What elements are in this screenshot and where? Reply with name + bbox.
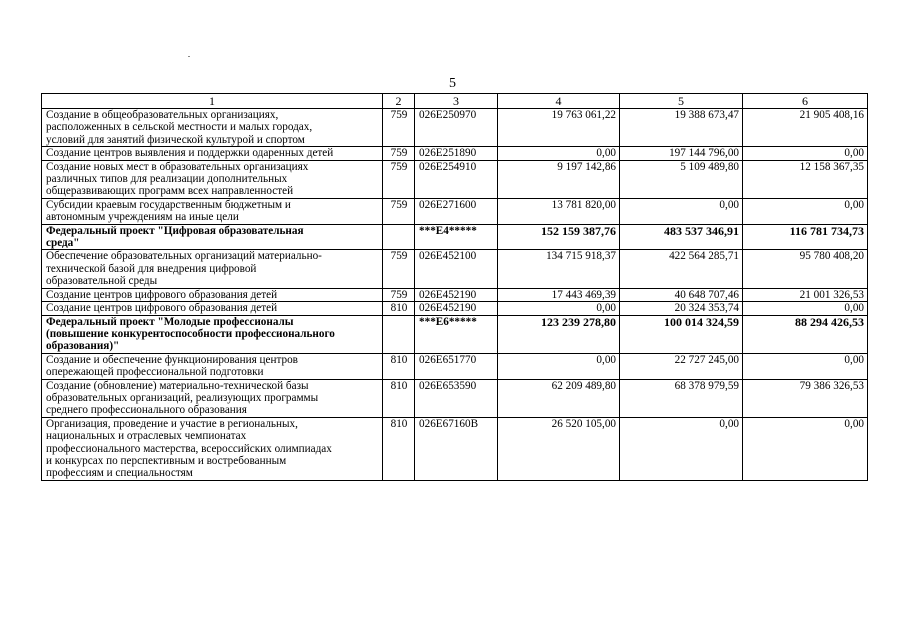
amount-col4-cell: 17 443 469,39 xyxy=(498,288,620,301)
row-name-line: Создание (обновление) материально-технической базы xyxy=(46,379,309,392)
table-row xyxy=(42,224,868,250)
amount-col5-cell: 68 378 979,59 xyxy=(620,379,743,417)
row-name-cell xyxy=(42,417,383,480)
row-name-line: Создание центров цифрового образования детей xyxy=(46,288,278,301)
amount-col4-cell: 0,00 xyxy=(498,147,620,160)
target-article-cell: 026E452100 xyxy=(415,250,498,288)
row-name-line: Федеральный проект "Молодые профессионалы xyxy=(46,315,294,328)
row-name-line: автономным учреждениям на иные цели xyxy=(46,211,239,224)
target-article-cell: 026E452190 xyxy=(415,288,498,301)
amount-col6-cell: 79 386 326,53 xyxy=(743,379,868,417)
row-name-cell xyxy=(42,379,383,417)
amount-col5-cell: 20 324 353,74 xyxy=(620,302,743,315)
ministry-code-cell: 810 xyxy=(383,379,415,417)
amount-col4-cell: 0,00 xyxy=(498,302,620,315)
row-name-line: Создание и обеспечение функционирования центров xyxy=(46,353,298,366)
target-article-cell: 026E653590 xyxy=(415,379,498,417)
target-article-cell: ***E6***** xyxy=(415,315,498,353)
amount-col5-cell: 19 388 673,47 xyxy=(620,109,743,147)
table-row xyxy=(42,302,868,315)
ministry-code-cell: 759 xyxy=(383,288,415,301)
row-name-line: Создание центров цифрового образования детей xyxy=(46,302,278,315)
amount-col5-cell: 197 144 796,00 xyxy=(620,147,743,160)
target-article-cell: 026E254910 xyxy=(415,160,498,198)
amount-col5-cell: 40 648 707,46 xyxy=(620,288,743,301)
amount-col6-cell: 0,00 xyxy=(743,198,868,224)
ministry-code-cell: 759 xyxy=(383,109,415,147)
table-row xyxy=(42,109,868,147)
row-name-line: Обеспечение образовательных организаций материально- xyxy=(46,250,322,263)
ministry-code-cell: 810 xyxy=(383,417,415,480)
amount-col4-cell: 0,00 xyxy=(498,353,620,379)
row-name-line: среда" xyxy=(46,237,80,250)
scan-speck xyxy=(188,56,190,57)
row-name-line: общеразвивающих программ всех направленностей xyxy=(46,185,294,198)
row-name-line: различных типов для реализации дополнительных xyxy=(46,173,288,186)
row-name-line: профессиям и специальностям xyxy=(46,467,193,480)
page-number: 5 xyxy=(449,76,456,91)
amount-col5-cell: 483 537 346,91 xyxy=(620,224,743,250)
amount-col4-cell: 19 763 061,22 xyxy=(498,109,620,147)
column-header: 2 xyxy=(383,94,415,109)
amount-col6-cell: 116 781 734,73 xyxy=(743,224,868,250)
row-name-line: среднего профессионального образования xyxy=(46,404,247,417)
amount-col6-cell: 95 780 408,20 xyxy=(743,250,868,288)
ministry-code-cell: 759 xyxy=(383,160,415,198)
ministry-code-cell: 759 xyxy=(383,250,415,288)
column-header: 3 xyxy=(415,94,498,109)
row-name-line: профессионального мастерства, всероссийских олимпиадах xyxy=(46,442,332,455)
amount-col6-cell: 21 001 326,53 xyxy=(743,288,868,301)
row-name-cell xyxy=(42,250,383,288)
ministry-code-cell: 759 xyxy=(383,198,415,224)
ministry-code-cell: 810 xyxy=(383,353,415,379)
table-row xyxy=(42,198,868,224)
table-row xyxy=(42,147,868,160)
ministry-code-cell: 810 xyxy=(383,302,415,315)
amount-col6-cell: 88 294 426,53 xyxy=(743,315,868,353)
column-header: 1 xyxy=(42,94,383,109)
row-name-line: Субсидии краевым государственным бюджетным и xyxy=(46,198,291,211)
amount-col6-cell: 0,00 xyxy=(743,417,868,480)
row-name-line: Создание центров выявления и поддержки одаренных детей xyxy=(46,147,334,160)
amount-col6-cell: 0,00 xyxy=(743,353,868,379)
row-name-cell xyxy=(42,198,383,224)
amount-col4-cell: 152 159 387,76 xyxy=(498,224,620,250)
ministry-code-cell: 759 xyxy=(383,147,415,160)
row-name-cell xyxy=(42,224,383,250)
table-row xyxy=(42,160,868,198)
row-name-cell xyxy=(42,353,383,379)
amount-col6-cell: 12 158 367,35 xyxy=(743,160,868,198)
row-name-line: расположенных в сельской местности и малых городах, xyxy=(46,121,313,134)
table-header-row xyxy=(42,94,868,109)
row-name-line: Создание новых мест в образовательных организациях xyxy=(46,160,309,173)
row-name-line: технической базой для внедрения цифровой xyxy=(46,262,257,275)
row-name-cell xyxy=(42,109,383,147)
column-header: 4 xyxy=(498,94,620,109)
amount-col4-cell: 123 239 278,80 xyxy=(498,315,620,353)
amount-col5-cell: 5 109 489,80 xyxy=(620,160,743,198)
column-header: 5 xyxy=(620,94,743,109)
target-article-cell: 026E271600 xyxy=(415,198,498,224)
row-name-line: Создание в общеобразовательных организациях, xyxy=(46,109,279,121)
table-row xyxy=(42,417,868,480)
target-article-cell: ***E4***** xyxy=(415,224,498,250)
budget-table xyxy=(41,93,868,481)
amount-col4-cell: 62 209 489,80 xyxy=(498,379,620,417)
row-name-cell xyxy=(42,288,383,301)
row-name-cell xyxy=(42,147,383,160)
amount-col4-cell: 13 781 820,00 xyxy=(498,198,620,224)
ministry-code-cell xyxy=(383,224,415,250)
row-name-cell xyxy=(42,302,383,315)
row-name-line: национальных и отраслевых чемпионатах xyxy=(46,430,247,443)
row-name-line: опережающей профессиональной подготовки xyxy=(46,366,264,379)
amount-col5-cell: 0,00 xyxy=(620,198,743,224)
amount-col5-cell: 0,00 xyxy=(620,417,743,480)
amount-col6-cell: 0,00 xyxy=(743,302,868,315)
target-article-cell: 026E251890 xyxy=(415,147,498,160)
row-name-line: образования)" xyxy=(46,340,120,353)
row-name-line: Федеральный проект "Цифровая образовательная xyxy=(46,224,304,237)
row-name-line: и конкурсах по перспективным и востребованным xyxy=(46,454,287,467)
column-header: 6 xyxy=(743,94,868,109)
amount-col5-cell: 100 014 324,59 xyxy=(620,315,743,353)
row-name-line: (повышение конкурентоспособности профессионального xyxy=(46,327,335,340)
amount-col6-cell: 21 905 408,16 xyxy=(743,109,868,147)
target-article-cell: 026E651770 xyxy=(415,353,498,379)
row-name-cell xyxy=(42,160,383,198)
amount-col5-cell: 22 727 245,00 xyxy=(620,353,743,379)
target-article-cell: 026E250970 xyxy=(415,109,498,147)
table-row xyxy=(42,288,868,301)
row-name-line: условий для занятий физической культурой и спортом xyxy=(46,133,305,146)
table-row xyxy=(42,250,868,288)
table-row xyxy=(42,379,868,417)
ministry-code-cell xyxy=(383,315,415,353)
table-row xyxy=(42,353,868,379)
amount-col4-cell: 134 715 918,37 xyxy=(498,250,620,288)
target-article-cell: 026E67160B xyxy=(415,417,498,480)
row-name-line: Организация, проведение и участие в региональных, xyxy=(46,417,298,430)
amount-col5-cell: 422 564 285,71 xyxy=(620,250,743,288)
amount-col4-cell: 9 197 142,86 xyxy=(498,160,620,198)
row-name-line: образовательных организаций, реализующих программы xyxy=(46,391,319,404)
amount-col4-cell: 26 520 105,00 xyxy=(498,417,620,480)
row-name-line: образовательной среды xyxy=(46,275,158,288)
target-article-cell: 026E452190 xyxy=(415,302,498,315)
row-name-cell xyxy=(42,315,383,353)
amount-col6-cell: 0,00 xyxy=(743,147,868,160)
table-row xyxy=(42,315,868,353)
